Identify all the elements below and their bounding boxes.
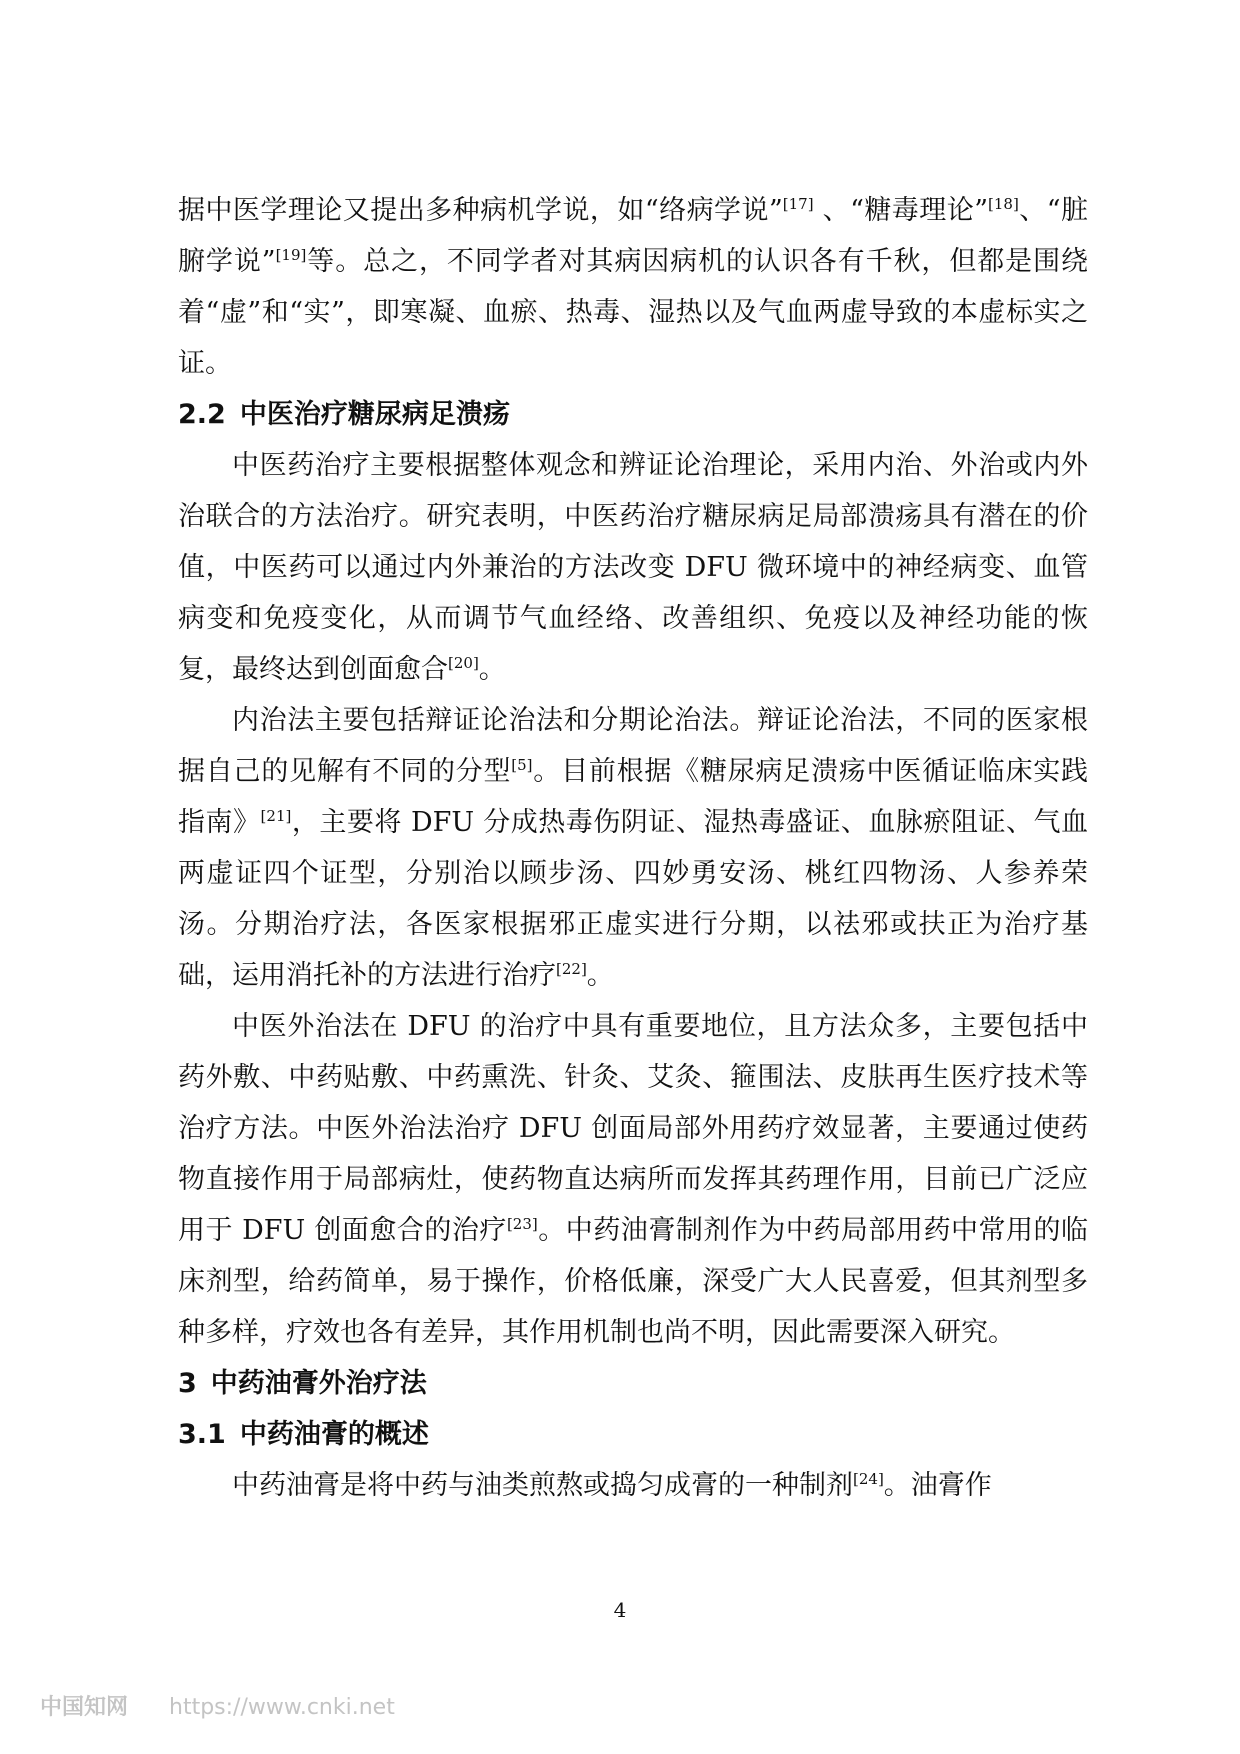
paragraph-text: 。 [478,654,506,685]
paragraph-text: 内治法主要包括辩证论治法和分期论治法。辩证论治法，不同的医家根据自己的见解有不同的分型 [178,705,1088,787]
citation-ref: [20] [448,654,479,672]
section-heading-2-2 [178,389,1088,440]
watermark-url: https://www.cnki.net [169,1695,395,1720]
paragraph [178,1001,1088,1358]
section-number: 3 [178,1368,197,1399]
section-number: 2.2 [178,399,226,430]
citation-ref: [17] [782,195,814,213]
citation-ref: [24] [853,1470,884,1488]
paragraph-text: 、“脏腑学说” [178,195,1089,277]
paragraph-text: 。中药油膏制剂作为中药局部用药中常用的临床剂型，给药简单，易于操作，价格低廉，深受广大人民喜爱，但其剂型多种多样，疗效也各有差异，其作用机制也尚不明，因此需要深入研究。 [178,1215,1089,1348]
paragraph-text: 。 [586,960,614,991]
watermark-brand: 中国知网 [40,1695,129,1720]
citation-ref: [22] [556,960,587,978]
paragraph-text: 据中医学理论又提出多种病机学说，如“络病学说” [178,195,783,226]
paragraph-text: 中医外治法在 DFU 的治疗中具有重要地位，且方法众多，主要包括中药外敷、中药贴敷、中药熏洗、针灸、艾灸、箍围法、皮肤再生医疗技术等治疗方法。中医外治法治疗 DFU 创面局部外用药疗效显著，主要通过使药物直接作用于局部病灶，使药物直达病所而发挥其药理作用，目前已广泛应用于 DFU 创面愈合的治疗 [178,1011,1088,1246]
citation-ref: [5] [511,756,533,774]
citation-ref: [19] [275,246,307,264]
paragraph-text: ，主要将 DFU 分成热毒伤阴证、湿热毒盛证、血脉瘀阻证、气血两虚证四个证型，分别治以顾步汤、四妙勇安汤、桃红四物汤、人参养荣汤。分期治疗法，各医家根据邪正虚实进行分期，以祛邪或扶正为治疗基础，运用消托补的方法进行治疗 [178,807,1088,991]
section-heading-3-1 [178,1409,1088,1460]
page-content [178,185,1088,1511]
citation-ref: [18] [988,195,1019,213]
section-number: 3.1 [178,1419,226,1450]
citation-ref: [21] [260,807,292,825]
section-title: 中药油膏的概述 [239,1419,429,1450]
citation-ref: [23] [506,1215,538,1233]
paragraph-text: 。油膏作 [883,1470,992,1501]
section-title: 中药油膏外治疗法 [210,1368,427,1399]
page-number: 4 [613,1598,627,1622]
paragraph-text: 。目前根据《糖尿病足溃疡中医循证临床实践指南》 [178,756,1088,838]
section-heading-3 [178,1358,1088,1409]
watermark [40,1690,395,1721]
paragraph-text: 中医药治疗主要根据整体观念和辨证论治理论，采用内治、外治或内外治联合的方法治疗。研究表明，中医药治疗糖尿病足局部溃疡具有潜在的价值，中医药可以通过内外兼治的方法改变 DFU 微环境中的神经病变、血管病变和免疫变化，从而调节气血经络、改善组织、免疫以及神经功能的恢复，最终达到创面愈合 [178,450,1088,685]
paragraph-text: 中药油膏是将中药与油类煎熬或捣匀成膏的一种制剂 [232,1470,853,1501]
section-title: 中医治疗糖尿病足溃疡 [239,399,510,430]
paragraph [178,440,1088,695]
paragraph-text: 、“糖毒理论” [813,195,989,226]
paragraph [178,695,1088,1001]
paragraph-text: 等。总之，不同学者对其病因病机的认识各有千秋，但都是围绕着“虚”和“实”，即寒凝、血瘀、热毒、湿热以及气血两虚导致的本虚标实之证。 [178,246,1089,379]
paragraph [178,1460,1088,1511]
paragraph [178,185,1088,389]
